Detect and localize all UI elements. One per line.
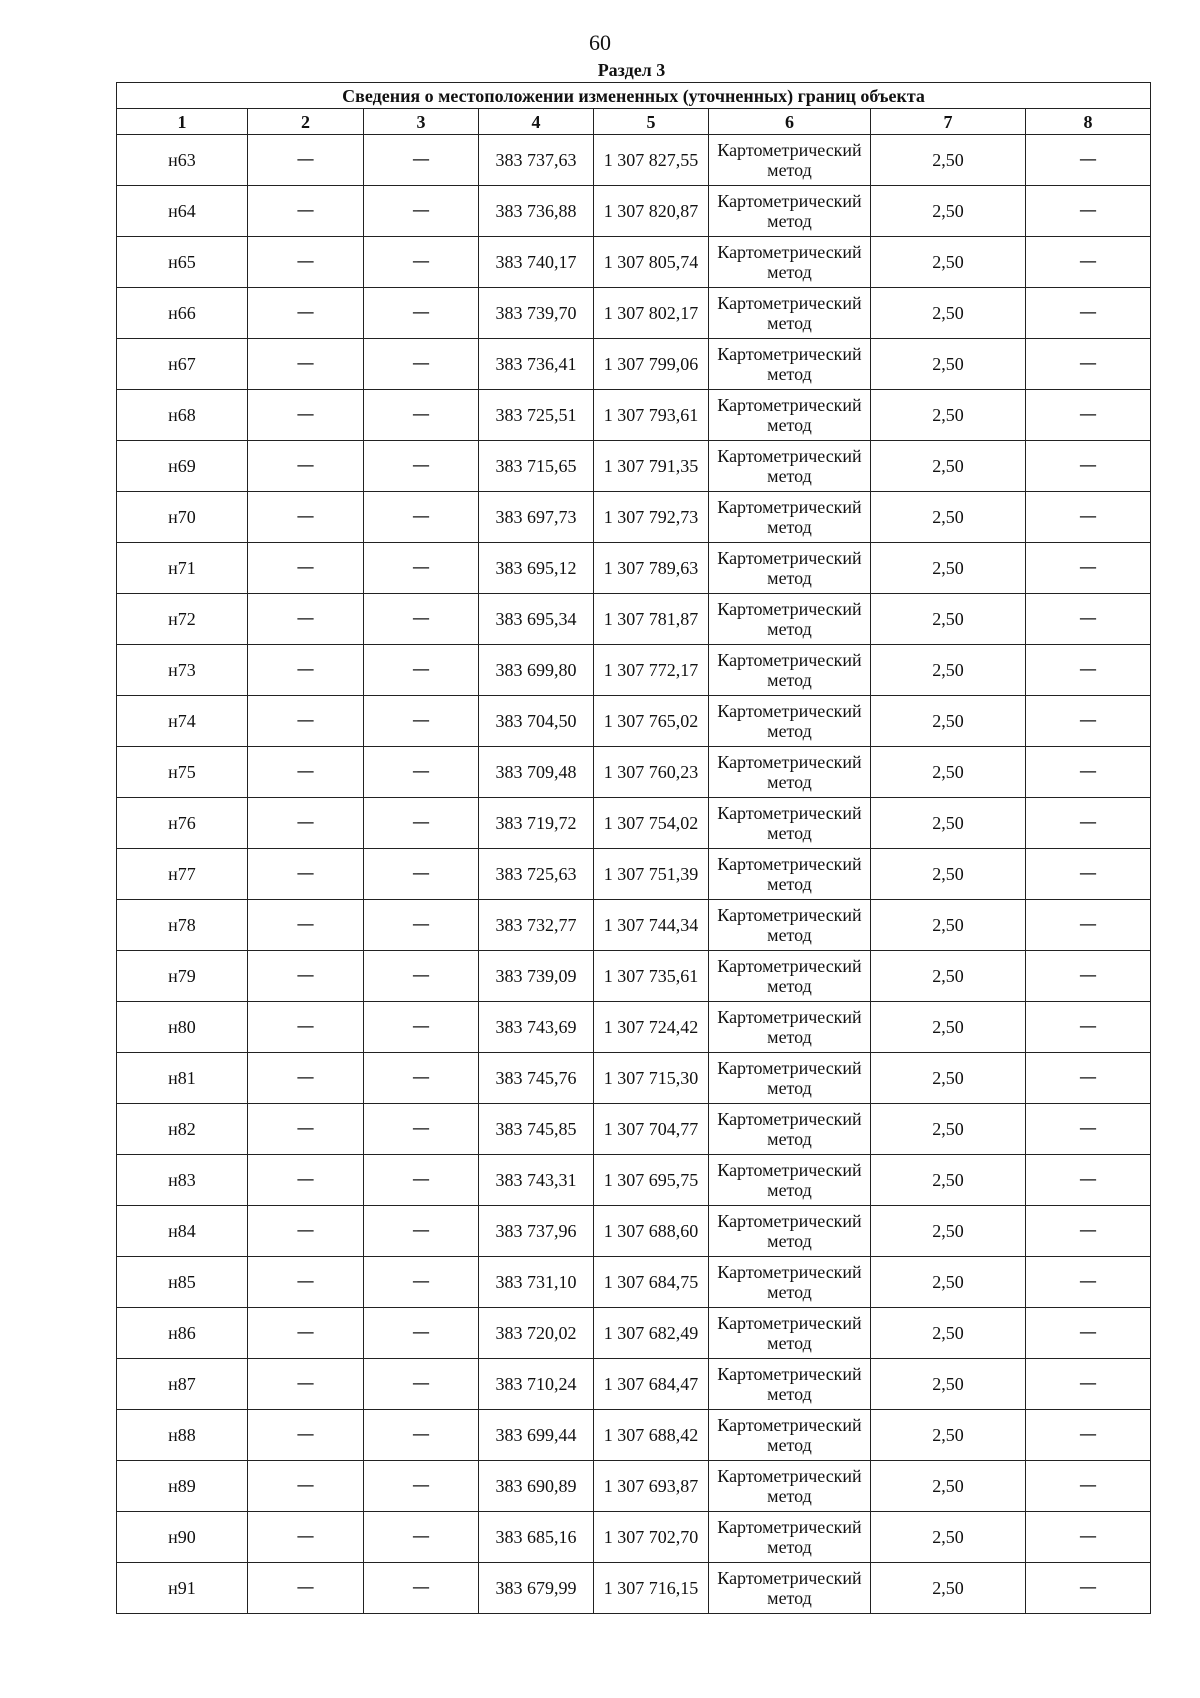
col3-cell: — (364, 1257, 479, 1308)
col2-cell: — (248, 1512, 364, 1563)
x-coordinate-cell: 383 743,69 (479, 1002, 594, 1053)
point-name-cell: н89 (117, 1461, 248, 1512)
page-number: 60 (589, 30, 611, 55)
method-cell: Картометрический метод (709, 594, 871, 645)
point-name-cell: н63 (117, 135, 248, 186)
y-coordinate-cell: 1 307 684,75 (594, 1257, 709, 1308)
accuracy-cell: 2,50 (871, 951, 1026, 1002)
accuracy-cell: 2,50 (871, 492, 1026, 543)
col3-cell: — (364, 1461, 479, 1512)
col8-cell: — (1026, 543, 1151, 594)
accuracy-cell: 2,50 (871, 390, 1026, 441)
accuracy-cell: 2,50 (871, 1410, 1026, 1461)
accuracy-cell: 2,50 (871, 594, 1026, 645)
col8-cell: — (1026, 492, 1151, 543)
col8-cell: — (1026, 747, 1151, 798)
y-coordinate-cell: 1 307 684,47 (594, 1359, 709, 1410)
accuracy-cell: 2,50 (871, 1155, 1026, 1206)
col3-cell: — (364, 951, 479, 1002)
col3-cell: — (364, 1308, 479, 1359)
method-cell: Картометрический метод (709, 798, 871, 849)
x-coordinate-cell: 383 685,16 (479, 1512, 594, 1563)
y-coordinate-cell: 1 307 805,74 (594, 237, 709, 288)
col3-cell: — (364, 900, 479, 951)
table-row (117, 492, 1151, 543)
y-coordinate-cell: 1 307 715,30 (594, 1053, 709, 1104)
table-row (117, 900, 1151, 951)
col2-cell: — (248, 696, 364, 747)
col2-cell: — (248, 237, 364, 288)
col2-cell: — (248, 951, 364, 1002)
table-row (117, 1002, 1151, 1053)
y-coordinate-cell: 1 307 791,35 (594, 441, 709, 492)
point-name-cell: н83 (117, 1155, 248, 1206)
point-name-cell: н78 (117, 900, 248, 951)
method-cell: Картометрический метод (709, 1206, 871, 1257)
col2-cell: — (248, 1461, 364, 1512)
y-coordinate-cell: 1 307 765,02 (594, 696, 709, 747)
col3-cell: — (364, 1053, 479, 1104)
col8-cell: — (1026, 594, 1151, 645)
point-name-cell: н81 (117, 1053, 248, 1104)
table-row (117, 1410, 1151, 1461)
col3-cell: — (364, 594, 479, 645)
y-coordinate-cell: 1 307 688,42 (594, 1410, 709, 1461)
col3-cell: — (364, 339, 479, 390)
point-name-cell: н91 (117, 1563, 248, 1614)
point-name-cell: н64 (117, 186, 248, 237)
method-cell: Картометрический метод (709, 1410, 871, 1461)
column-number: 3 (364, 109, 479, 135)
x-coordinate-cell: 383 704,50 (479, 696, 594, 747)
x-coordinate-cell: 383 695,12 (479, 543, 594, 594)
x-coordinate-cell: 383 720,02 (479, 1308, 594, 1359)
col8-cell: — (1026, 1257, 1151, 1308)
accuracy-cell: 2,50 (871, 645, 1026, 696)
table-row (117, 288, 1151, 339)
col2-cell: — (248, 390, 364, 441)
table-row (117, 798, 1151, 849)
col2-cell: — (248, 645, 364, 696)
col8-cell: — (1026, 1155, 1151, 1206)
y-coordinate-cell: 1 307 695,75 (594, 1155, 709, 1206)
y-coordinate-cell: 1 307 702,70 (594, 1512, 709, 1563)
accuracy-cell: 2,50 (871, 798, 1026, 849)
col2-cell: — (248, 849, 364, 900)
accuracy-cell: 2,50 (871, 747, 1026, 798)
table-row (117, 1257, 1151, 1308)
method-cell: Картометрический метод (709, 1155, 871, 1206)
col2-cell: — (248, 288, 364, 339)
y-coordinate-cell: 1 307 751,39 (594, 849, 709, 900)
col2-cell: — (248, 1410, 364, 1461)
y-coordinate-cell: 1 307 744,34 (594, 900, 709, 951)
col2-cell: — (248, 441, 364, 492)
x-coordinate-cell: 383 736,41 (479, 339, 594, 390)
x-coordinate-cell: 383 699,80 (479, 645, 594, 696)
col8-cell: — (1026, 900, 1151, 951)
y-coordinate-cell: 1 307 772,17 (594, 645, 709, 696)
col2-cell: — (248, 1206, 364, 1257)
col8-cell: — (1026, 1461, 1151, 1512)
method-cell: Картометрический метод (709, 135, 871, 186)
x-coordinate-cell: 383 697,73 (479, 492, 594, 543)
method-cell: Картометрический метод (709, 1308, 871, 1359)
col3-cell: — (364, 492, 479, 543)
col8-cell: — (1026, 1308, 1151, 1359)
col8-cell: — (1026, 339, 1151, 390)
table-row (117, 1461, 1151, 1512)
table-row (117, 390, 1151, 441)
accuracy-cell: 2,50 (871, 1257, 1026, 1308)
col3-cell: — (364, 1206, 479, 1257)
point-name-cell: н65 (117, 237, 248, 288)
col8-cell: — (1026, 1512, 1151, 1563)
point-name-cell: н71 (117, 543, 248, 594)
col2-cell: — (248, 594, 364, 645)
table-row (117, 339, 1151, 390)
col2-cell: — (248, 186, 364, 237)
method-cell: Картометрический метод (709, 951, 871, 1002)
point-name-cell: н77 (117, 849, 248, 900)
method-cell: Картометрический метод (709, 237, 871, 288)
point-name-cell: н75 (117, 747, 248, 798)
col2-cell: — (248, 1053, 364, 1104)
col8-cell: — (1026, 1206, 1151, 1257)
method-cell: Картометрический метод (709, 1257, 871, 1308)
point-name-cell: н88 (117, 1410, 248, 1461)
col8-cell: — (1026, 696, 1151, 747)
point-name-cell: н74 (117, 696, 248, 747)
col3-cell: — (364, 1359, 479, 1410)
accuracy-cell: 2,50 (871, 288, 1026, 339)
accuracy-cell: 2,50 (871, 1461, 1026, 1512)
y-coordinate-cell: 1 307 760,23 (594, 747, 709, 798)
method-cell: Картометрический метод (709, 441, 871, 492)
table-row (117, 645, 1151, 696)
method-cell: Картометрический метод (709, 1461, 871, 1512)
col8-cell: — (1026, 1359, 1151, 1410)
x-coordinate-cell: 383 737,96 (479, 1206, 594, 1257)
col2-cell: — (248, 1104, 364, 1155)
table-row (117, 1206, 1151, 1257)
col8-cell: — (1026, 849, 1151, 900)
col8-cell: — (1026, 1563, 1151, 1614)
x-coordinate-cell: 383 679,99 (479, 1563, 594, 1614)
col3-cell: — (364, 288, 479, 339)
col8-cell: — (1026, 1104, 1151, 1155)
col3-cell: — (364, 1104, 479, 1155)
x-coordinate-cell: 383 739,09 (479, 951, 594, 1002)
col3-cell: — (364, 135, 479, 186)
col2-cell: — (248, 543, 364, 594)
col2-cell: — (248, 900, 364, 951)
point-name-cell: н68 (117, 390, 248, 441)
col8-cell: — (1026, 951, 1151, 1002)
y-coordinate-cell: 1 307 793,61 (594, 390, 709, 441)
accuracy-cell: 2,50 (871, 543, 1026, 594)
section-title: Раздел 3 (597, 60, 666, 80)
accuracy-cell: 2,50 (871, 135, 1026, 186)
point-name-cell: н86 (117, 1308, 248, 1359)
method-cell: Картометрический метод (709, 288, 871, 339)
col2-cell: — (248, 1002, 364, 1053)
accuracy-cell: 2,50 (871, 1359, 1026, 1410)
table-row (117, 186, 1151, 237)
point-name-cell: н67 (117, 339, 248, 390)
y-coordinate-cell: 1 307 693,87 (594, 1461, 709, 1512)
method-cell: Картометрический метод (709, 900, 871, 951)
table-row (117, 747, 1151, 798)
x-coordinate-cell: 383 739,70 (479, 288, 594, 339)
table-row (117, 849, 1151, 900)
column-number: 4 (479, 109, 594, 135)
point-name-cell: н70 (117, 492, 248, 543)
col2-cell: — (248, 492, 364, 543)
table-row (117, 594, 1151, 645)
method-cell: Картометрический метод (709, 1512, 871, 1563)
col3-cell: — (364, 1512, 479, 1563)
table-body (117, 135, 1151, 1614)
accuracy-cell: 2,50 (871, 237, 1026, 288)
accuracy-cell: 2,50 (871, 1002, 1026, 1053)
col2-cell: — (248, 1155, 364, 1206)
point-name-cell: н66 (117, 288, 248, 339)
method-cell: Картометрический метод (709, 1002, 871, 1053)
column-number: 1 (117, 109, 248, 135)
col8-cell: — (1026, 441, 1151, 492)
col8-cell: — (1026, 288, 1151, 339)
accuracy-cell: 2,50 (871, 1512, 1026, 1563)
point-name-cell: н79 (117, 951, 248, 1002)
table-row (117, 1308, 1151, 1359)
table-row (117, 1053, 1151, 1104)
col8-cell: — (1026, 645, 1151, 696)
y-coordinate-cell: 1 307 688,60 (594, 1206, 709, 1257)
table-row (117, 1563, 1151, 1614)
table-row (117, 441, 1151, 492)
x-coordinate-cell: 383 745,85 (479, 1104, 594, 1155)
column-number: 6 (709, 109, 871, 135)
accuracy-cell: 2,50 (871, 696, 1026, 747)
col2-cell: — (248, 1563, 364, 1614)
x-coordinate-cell: 383 740,17 (479, 237, 594, 288)
table-row (117, 1104, 1151, 1155)
x-coordinate-cell: 383 690,89 (479, 1461, 594, 1512)
x-coordinate-cell: 383 725,51 (479, 390, 594, 441)
method-cell: Картометрический метод (709, 747, 871, 798)
col3-cell: — (364, 543, 479, 594)
method-cell: Картометрический метод (709, 849, 871, 900)
method-cell: Картометрический метод (709, 543, 871, 594)
table-row (117, 1359, 1151, 1410)
col8-cell: — (1026, 135, 1151, 186)
col2-cell: — (248, 1359, 364, 1410)
col8-cell: — (1026, 1002, 1151, 1053)
y-coordinate-cell: 1 307 754,02 (594, 798, 709, 849)
method-cell: Картометрический метод (709, 1104, 871, 1155)
y-coordinate-cell: 1 307 781,87 (594, 594, 709, 645)
y-coordinate-cell: 1 307 820,87 (594, 186, 709, 237)
table-row (117, 1155, 1151, 1206)
point-name-cell: н80 (117, 1002, 248, 1053)
col3-cell: — (364, 849, 479, 900)
x-coordinate-cell: 383 732,77 (479, 900, 594, 951)
col3-cell: — (364, 390, 479, 441)
method-cell: Картометрический метод (709, 645, 871, 696)
method-cell: Картометрический метод (709, 696, 871, 747)
point-name-cell: н73 (117, 645, 248, 696)
col8-cell: — (1026, 186, 1151, 237)
column-number: 7 (871, 109, 1026, 135)
point-name-cell: н76 (117, 798, 248, 849)
col2-cell: — (248, 1308, 364, 1359)
column-number-row (117, 109, 1151, 135)
y-coordinate-cell: 1 307 682,49 (594, 1308, 709, 1359)
table-row (117, 135, 1151, 186)
col3-cell: — (364, 645, 479, 696)
method-cell: Картометрический метод (709, 1563, 871, 1614)
x-coordinate-cell: 383 743,31 (479, 1155, 594, 1206)
y-coordinate-cell: 1 307 789,63 (594, 543, 709, 594)
accuracy-cell: 2,50 (871, 849, 1026, 900)
accuracy-cell: 2,50 (871, 1206, 1026, 1257)
point-name-cell: н90 (117, 1512, 248, 1563)
boundary-table (116, 82, 1151, 1614)
accuracy-cell: 2,50 (871, 186, 1026, 237)
point-name-cell: н84 (117, 1206, 248, 1257)
col3-cell: — (364, 1155, 479, 1206)
point-name-cell: н82 (117, 1104, 248, 1155)
point-name-cell: н72 (117, 594, 248, 645)
col2-cell: — (248, 798, 364, 849)
y-coordinate-cell: 1 307 716,15 (594, 1563, 709, 1614)
col3-cell: — (364, 1410, 479, 1461)
method-cell: Картометрический метод (709, 1359, 871, 1410)
col3-cell: — (364, 1002, 479, 1053)
x-coordinate-cell: 383 725,63 (479, 849, 594, 900)
y-coordinate-cell: 1 307 799,06 (594, 339, 709, 390)
col8-cell: — (1026, 1053, 1151, 1104)
col3-cell: — (364, 747, 479, 798)
method-cell: Картометрический метод (709, 339, 871, 390)
column-number: 5 (594, 109, 709, 135)
col3-cell: — (364, 696, 479, 747)
col2-cell: — (248, 1257, 364, 1308)
x-coordinate-cell: 383 736,88 (479, 186, 594, 237)
method-cell: Картометрический метод (709, 390, 871, 441)
table-row (117, 543, 1151, 594)
accuracy-cell: 2,50 (871, 1563, 1026, 1614)
x-coordinate-cell: 383 737,63 (479, 135, 594, 186)
y-coordinate-cell: 1 307 704,77 (594, 1104, 709, 1155)
point-name-cell: н85 (117, 1257, 248, 1308)
y-coordinate-cell: 1 307 802,17 (594, 288, 709, 339)
column-number: 8 (1026, 109, 1151, 135)
accuracy-cell: 2,50 (871, 1308, 1026, 1359)
accuracy-cell: 2,50 (871, 339, 1026, 390)
col3-cell: — (364, 441, 479, 492)
x-coordinate-cell: 383 709,48 (479, 747, 594, 798)
col8-cell: — (1026, 798, 1151, 849)
accuracy-cell: 2,50 (871, 900, 1026, 951)
x-coordinate-cell: 383 710,24 (479, 1359, 594, 1410)
table-row (117, 696, 1151, 747)
col8-cell: — (1026, 237, 1151, 288)
table-row (117, 237, 1151, 288)
point-name-cell: н87 (117, 1359, 248, 1410)
x-coordinate-cell: 383 715,65 (479, 441, 594, 492)
col3-cell: — (364, 798, 479, 849)
y-coordinate-cell: 1 307 792,73 (594, 492, 709, 543)
table-row (117, 1512, 1151, 1563)
y-coordinate-cell: 1 307 735,61 (594, 951, 709, 1002)
col3-cell: — (364, 237, 479, 288)
col2-cell: — (248, 339, 364, 390)
col2-cell: — (248, 135, 364, 186)
accuracy-cell: 2,50 (871, 441, 1026, 492)
col8-cell: — (1026, 390, 1151, 441)
col8-cell: — (1026, 1410, 1151, 1461)
x-coordinate-cell: 383 731,10 (479, 1257, 594, 1308)
method-cell: Картометрический метод (709, 492, 871, 543)
column-number: 2 (248, 109, 364, 135)
x-coordinate-cell: 383 695,34 (479, 594, 594, 645)
method-cell: Картометрический метод (709, 186, 871, 237)
table-caption: Сведения о местоположении измененных (уточненных) границ объекта (117, 83, 1151, 109)
x-coordinate-cell: 383 745,76 (479, 1053, 594, 1104)
accuracy-cell: 2,50 (871, 1053, 1026, 1104)
x-coordinate-cell: 383 719,72 (479, 798, 594, 849)
accuracy-cell: 2,50 (871, 1104, 1026, 1155)
col3-cell: — (364, 1563, 479, 1614)
method-cell: Картометрический метод (709, 1053, 871, 1104)
x-coordinate-cell: 383 699,44 (479, 1410, 594, 1461)
y-coordinate-cell: 1 307 724,42 (594, 1002, 709, 1053)
col2-cell: — (248, 747, 364, 798)
point-name-cell: н69 (117, 441, 248, 492)
table-row (117, 951, 1151, 1002)
col3-cell: — (364, 186, 479, 237)
y-coordinate-cell: 1 307 827,55 (594, 135, 709, 186)
